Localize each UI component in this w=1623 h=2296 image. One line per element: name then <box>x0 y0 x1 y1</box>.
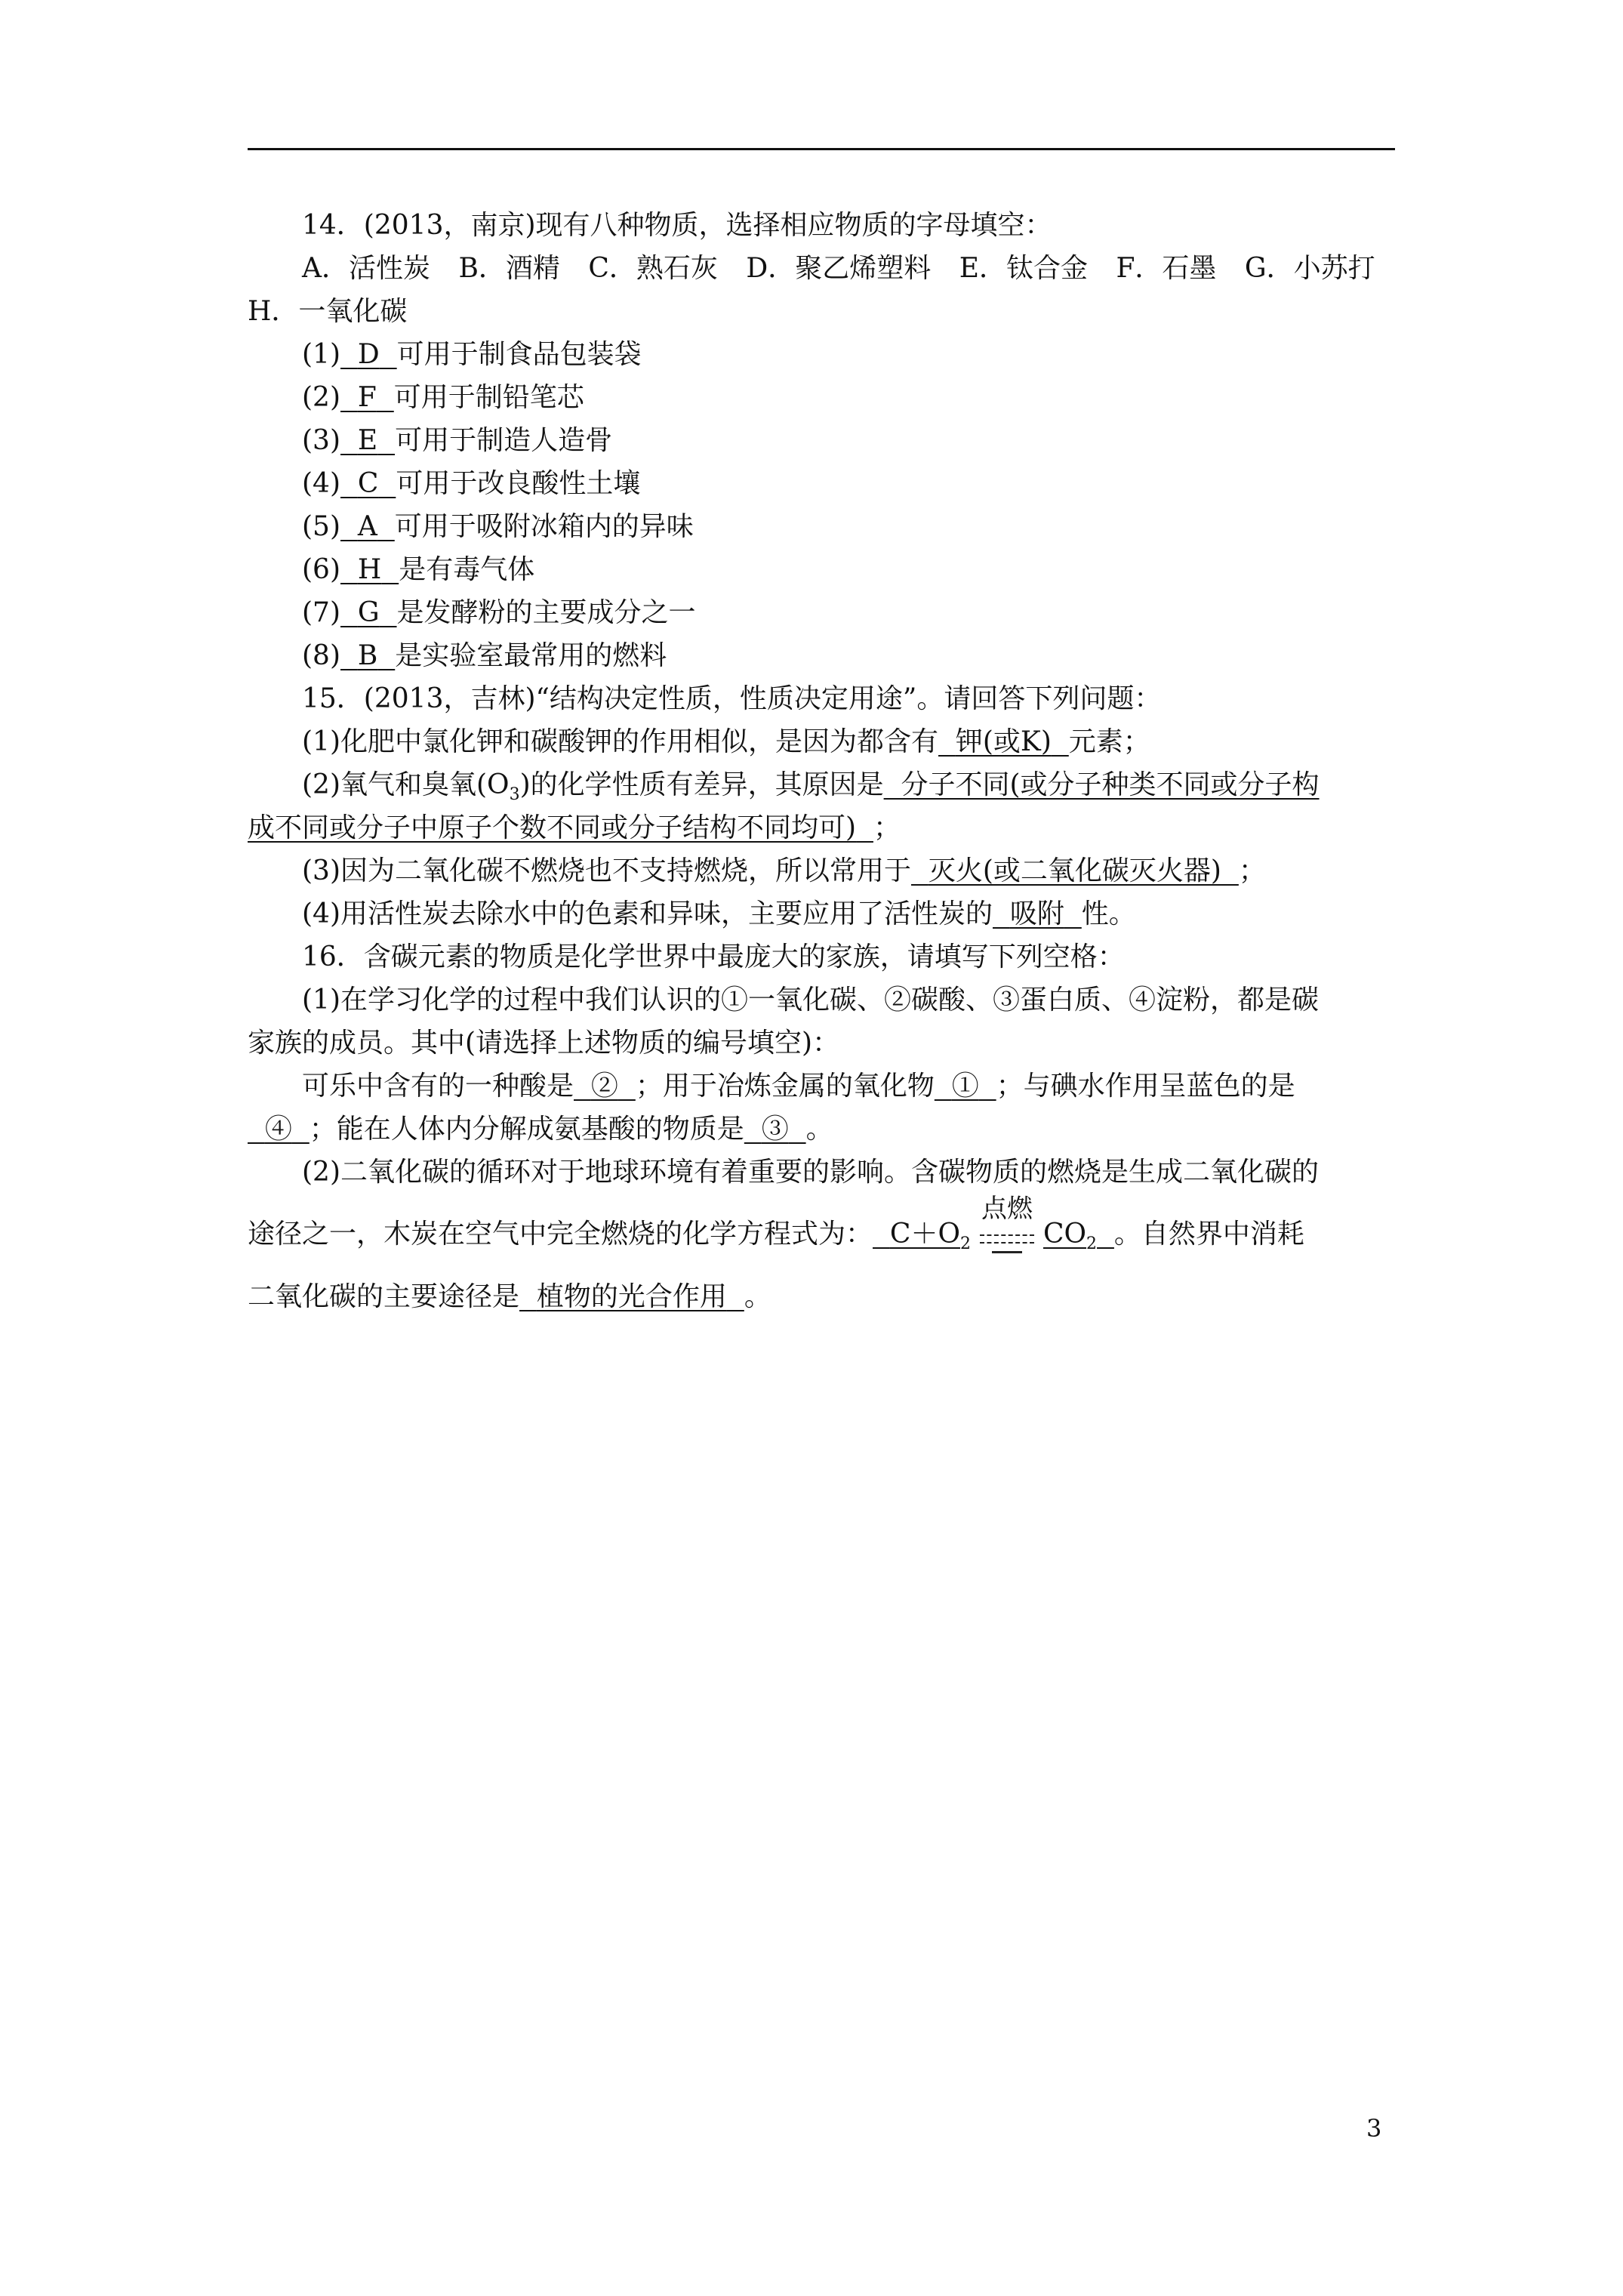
q14-item-1 <box>248 333 1395 376</box>
answer-blank <box>574 1071 636 1102</box>
item-num: (7) <box>302 597 340 628</box>
answer-blank <box>519 1281 744 1312</box>
item-num: (4) <box>302 468 340 499</box>
answer-blank <box>340 425 395 456</box>
text: 。 <box>744 1281 771 1312</box>
text: 二氧化碳的主要途径是 <box>248 1281 520 1312</box>
text: 。自然界中消耗 <box>1113 1219 1304 1250</box>
answer-text: ③ <box>761 1114 789 1145</box>
answer-blank <box>993 898 1082 929</box>
q16-part-1-line-3 <box>248 1065 1395 1108</box>
text: ； <box>1238 855 1266 886</box>
text: (1)化肥中氯化钾和碳酸钾的作用相似，是因为都含有 <box>302 726 938 757</box>
answer-text: ④ <box>264 1114 292 1145</box>
subscript: 2 <box>959 1234 971 1254</box>
q14-item-5 <box>248 505 1395 548</box>
answer-blank <box>248 812 873 843</box>
answer-blank <box>938 726 1069 757</box>
q14-item-7 <box>248 591 1395 634</box>
equation-right: CO <box>1042 1219 1087 1250</box>
answer-blank <box>911 855 1239 886</box>
text: ； <box>873 812 901 843</box>
q14-item-8 <box>248 634 1395 677</box>
answer-blank <box>340 511 395 542</box>
answer-text: ① <box>951 1071 979 1102</box>
page-number: 3 <box>1366 2114 1382 2143</box>
item-num: (1) <box>302 339 340 370</box>
answer-text: 灭火(或二氧化碳灭火器) <box>928 855 1221 886</box>
answer-blank <box>248 1114 310 1145</box>
question-content <box>248 204 1395 1318</box>
text: ；能在人体内分解成氨基酸的物质是 <box>309 1114 744 1145</box>
q16-part-1-line-4 <box>248 1108 1395 1151</box>
q14-options <box>248 247 1395 290</box>
text: (2)氧气和臭氧(O <box>302 769 510 800</box>
text: ；用于冶炼金属的氧化物 <box>635 1071 935 1102</box>
subscript: 2 <box>1086 1234 1098 1254</box>
q14-stem: 14．(2013，南京)现有八种物质，选择相应物质的字母填空： <box>302 210 1052 241</box>
item-num: (5) <box>302 511 340 542</box>
condition-text: 点燃 <box>981 1194 1033 1224</box>
equation-left: C＋O <box>889 1219 960 1250</box>
q14-option: D．聚乙烯塑料 <box>746 253 932 284</box>
text: 元素； <box>1068 726 1150 757</box>
text: 途径之一，木炭在空气中完全燃烧的化学方程式为： <box>248 1219 873 1250</box>
q14-option: B．酒精 <box>458 253 560 284</box>
answer-text: B <box>357 640 378 671</box>
q14-option: A．活性炭 <box>302 253 430 284</box>
q16-part-2-line-3 <box>248 1275 1395 1318</box>
answer-text: A <box>357 511 377 542</box>
answer-blank <box>340 468 396 499</box>
q14-item-6 <box>248 548 1395 591</box>
item-num: (6) <box>302 554 340 585</box>
text: (4)用活性炭去除水中的色素和异味，主要应用了活性炭的 <box>302 898 993 929</box>
item-text: 是有毒气体 <box>399 554 535 585</box>
answer-blank <box>744 1114 806 1145</box>
answer-blank <box>340 382 394 413</box>
q16-part-1-line-2: 家族的成员。其中(请选择上述物质的编号填空)： <box>248 1028 840 1059</box>
q14-item-3 <box>248 419 1395 462</box>
q14-option: E．钛合金 <box>959 253 1088 284</box>
q16-part-1-line-1: (1)在学习化学的过程中我们认识的①一氧化碳、②碳酸、③蛋白质、④淀粉，都是碳 <box>302 985 1319 1015</box>
answer-blank <box>340 640 395 671</box>
answer-text: 成不同或分子中原子个数不同或分子结构不同均可) <box>248 812 857 843</box>
q16-stem: 16．含碳元素的物质是化学世界中最庞大的家族，请填写下列空格： <box>302 942 1125 972</box>
item-text: 可用于制铅笔芯 <box>393 382 584 413</box>
answer-text: 钾(或K) <box>955 726 1052 757</box>
q15-part-2-line-1 <box>248 763 1395 806</box>
equation-left-blank <box>873 1219 971 1254</box>
answer-blank <box>884 769 1320 800</box>
answer-blank <box>935 1071 996 1102</box>
header-rule <box>248 148 1395 150</box>
item-text: 可用于改良酸性土壤 <box>396 468 641 499</box>
q16-part-2-line-2 <box>248 1194 1395 1275</box>
q14-option: C．熟石灰 <box>588 253 718 284</box>
answer-text: 植物的光合作用 <box>536 1281 727 1312</box>
answer-text: F <box>357 382 377 413</box>
equals-dash <box>980 1234 1034 1236</box>
answer-text: C <box>357 468 379 499</box>
equals-bar <box>992 1251 1022 1253</box>
q15-part-4 <box>248 892 1395 935</box>
answer-text: H <box>357 554 382 585</box>
item-num: (3) <box>302 425 340 456</box>
answer-text: 吸附 <box>1009 898 1064 929</box>
equals-dash <box>980 1242 1034 1244</box>
item-text: 是实验室最常用的燃料 <box>395 640 667 671</box>
answer-text: ② <box>590 1071 618 1102</box>
q14-option: F．石墨 <box>1116 253 1217 284</box>
q15-part-1 <box>248 720 1395 763</box>
answer-blank <box>340 339 397 370</box>
item-text: 可用于制食品包装袋 <box>396 339 642 370</box>
equation-right-blank <box>1042 1219 1114 1254</box>
text: 可乐中含有的一种酸是 <box>302 1071 574 1102</box>
text: 性。 <box>1081 898 1136 929</box>
answer-blank <box>340 597 397 628</box>
q16-part-2-line-1: (2)二氧化碳的循环对于地球环境有着重要的影响。含碳物质的燃烧是生成二氧化碳的 <box>302 1157 1319 1188</box>
text: )的化学性质有差异，其原因是 <box>519 769 884 800</box>
text: ；与碘水作用呈蓝色的是 <box>996 1071 1295 1102</box>
q15-stem: 15．(2013，吉林)“结构决定性质，性质决定用途”。请回答下列问题： <box>302 683 1162 714</box>
reaction-condition <box>977 1194 1037 1259</box>
item-num: (2) <box>302 382 340 413</box>
answer-text: G <box>357 597 380 628</box>
answer-text: E <box>357 425 378 456</box>
answer-text: D <box>357 339 380 370</box>
item-num: (8) <box>302 640 340 671</box>
q14-item-4 <box>248 462 1395 505</box>
answer-blank <box>340 554 399 585</box>
item-text: 是发酵粉的主要成分之一 <box>396 597 696 628</box>
text: (3)因为二氧化碳不燃烧也不支持燃烧，所以常用于 <box>302 855 911 886</box>
q14-option: G．小苏打 <box>1244 253 1375 284</box>
item-text: 可用于制造人造骨 <box>395 425 613 456</box>
subscript: 3 <box>509 785 520 805</box>
item-text: 可用于吸附冰箱内的异味 <box>394 511 694 542</box>
q15-part-3 <box>248 849 1395 892</box>
answer-text: 分子不同(或分子种类不同或分子构 <box>901 769 1320 800</box>
q14-option-last: H．一氧化碳 <box>248 296 408 327</box>
text: 。 <box>805 1114 833 1145</box>
q14-item-2 <box>248 376 1395 419</box>
q15-part-2-line-2 <box>248 806 1395 849</box>
